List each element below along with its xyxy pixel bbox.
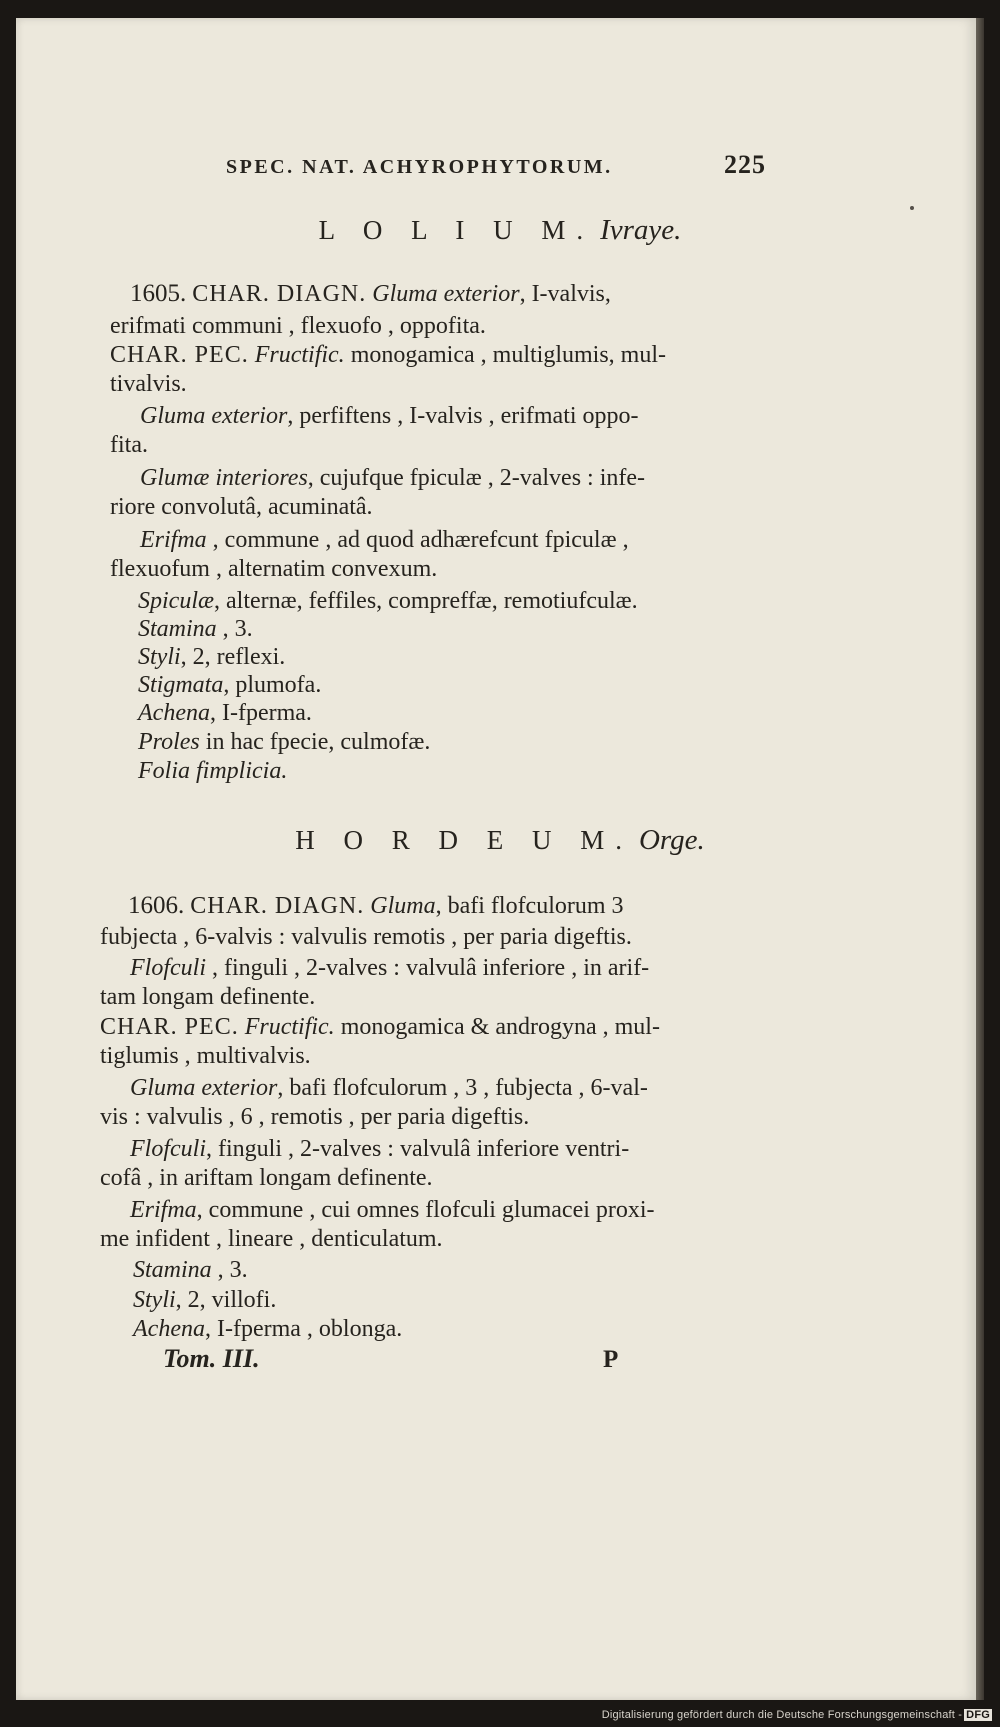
running-head	[226, 150, 766, 180]
char-pec-label: CHAR. PEC.	[100, 1014, 239, 1040]
text-line: Spiculæ, alternæ, feffiles, compreffæ, remotiufculæ.	[138, 588, 638, 614]
genus-heading-lolium	[0, 214, 1000, 247]
term: Spiculæ	[138, 588, 214, 614]
text-line: me infident , lineare , denticulatum.	[100, 1226, 443, 1252]
text-line: Glumæ interiores, cujufque fpiculæ , 2-valves : infe-	[140, 465, 646, 491]
text-line	[138, 758, 287, 785]
char-pec-label: CHAR. PEC.	[110, 342, 249, 368]
text-line: Gluma exterior, perfiftens , I-valvis , erifmati oppo-	[140, 403, 639, 429]
text-line: Styli, 2, reflexi.	[138, 644, 286, 670]
entry-number: 1605.	[130, 280, 187, 307]
text-line: Erifma , commune , ad quod adhærefcunt fpiculæ ,	[140, 527, 629, 553]
text-line: Flofculi, finguli , 2-valves : valvulâ inferiore ventri-	[130, 1136, 630, 1162]
genus-title: L O L I U M.	[318, 215, 595, 245]
text-line: CHAR. PEC. Fructific. monogamica & androgyna , mul-	[100, 1014, 660, 1040]
genus-title: H O R D E U M.	[295, 825, 633, 855]
digitization-note	[602, 1709, 992, 1721]
text-line: CHAR. PEC. Fructific. monogamica , multiglumis, mul-	[110, 342, 666, 368]
term: Gluma	[370, 893, 436, 919]
genus-heading-hordeum	[0, 824, 1000, 857]
term: Proles	[138, 729, 200, 755]
term: Flofculi	[130, 1136, 206, 1162]
page-number: 225	[724, 150, 766, 179]
text-line: 1606. CHAR. DIAGN. Gluma, bafi flofculorum 3	[128, 892, 624, 919]
genus-vernacular: Orge.	[638, 824, 705, 856]
term: Fructific.	[244, 1014, 335, 1040]
term: Stamina	[133, 1257, 212, 1283]
term: Gluma exterior	[130, 1075, 278, 1101]
text-line: tivalvis.	[110, 371, 187, 397]
char-diagn-label: CHAR. DIAGN.	[190, 893, 365, 919]
dust-speck	[910, 206, 914, 210]
text-line: tam longam definente.	[100, 984, 316, 1010]
text-line: Stamina , 3.	[133, 1257, 248, 1283]
term: Erifma	[140, 527, 207, 553]
text-line: erifmati communi , flexuofo , oppofita.	[110, 313, 486, 339]
text-line: fubjecta , 6-valvis : valvulis remotis , per paria digeftis.	[100, 924, 632, 950]
text-line: Achena, I-fperma.	[138, 700, 312, 726]
text-line: riore convolutâ, acuminatâ.	[110, 494, 373, 520]
text-line: cofâ , in ariftam longam definente.	[100, 1165, 433, 1191]
digitization-text: Digitalisierung gefördert durch die Deutsche Forschungsgemeinschaft -	[601, 1709, 963, 1721]
dfg-logo: DFG	[966, 1709, 990, 1721]
text-line: 1605. CHAR. DIAGN. Gluma exterior, I-valvis,	[130, 280, 611, 307]
book-page	[16, 18, 976, 1700]
volume-footer: Tom. III.	[163, 1344, 260, 1373]
text-line: Achena, I-fperma , oblonga.	[133, 1316, 403, 1342]
text-line: Stamina , 3.	[138, 616, 253, 642]
text-line: Gluma exterior, bafi flofculorum , 3 , fubjecta , 6-val-	[130, 1075, 648, 1101]
text-line: vis : valvulis , 6 , remotis , per paria digeftis.	[100, 1104, 530, 1130]
text-line: Styli, 2, villofi.	[133, 1287, 277, 1313]
genus-vernacular: Ivraye.	[600, 214, 682, 246]
term: Achena	[133, 1316, 205, 1342]
term: Folia fimplicia.	[138, 758, 288, 784]
term: Achena	[138, 700, 210, 726]
term: Gluma exterior	[140, 403, 288, 429]
char-diagn-label: CHAR. DIAGN.	[192, 281, 367, 307]
text-line: Proles in hac fpecie, culmofæ.	[138, 729, 431, 755]
running-head-title: SPEC. NAT. ACHYROPHYTORUM.	[226, 156, 613, 178]
text-line: tiglumis , multivalvis.	[100, 1043, 311, 1069]
text-line: Flofculi , finguli , 2-valves : valvulâ inferiore , in arif-	[130, 955, 650, 981]
term: Gluma exterior	[372, 281, 520, 307]
text-line: Erifma, commune , cui omnes flofculi glumacei proxi-	[130, 1197, 655, 1223]
entry-number: 1606.	[128, 892, 185, 919]
term: Styli	[138, 644, 181, 670]
term: Fructific.	[254, 342, 345, 368]
term: Stamina	[138, 616, 217, 642]
page-edge	[976, 18, 984, 1700]
signature-mark: P	[603, 1346, 619, 1373]
text-line: flexuofum , alternatim convexum.	[110, 556, 438, 582]
text-line: fita.	[110, 432, 148, 458]
term: Stigmata	[138, 672, 224, 698]
term: Flofculi	[130, 955, 206, 981]
text-line: Stigmata, plumofa.	[138, 672, 322, 698]
term: Styli	[133, 1287, 176, 1313]
term: Glumæ interiores	[140, 465, 308, 491]
term: Erifma	[130, 1197, 197, 1223]
